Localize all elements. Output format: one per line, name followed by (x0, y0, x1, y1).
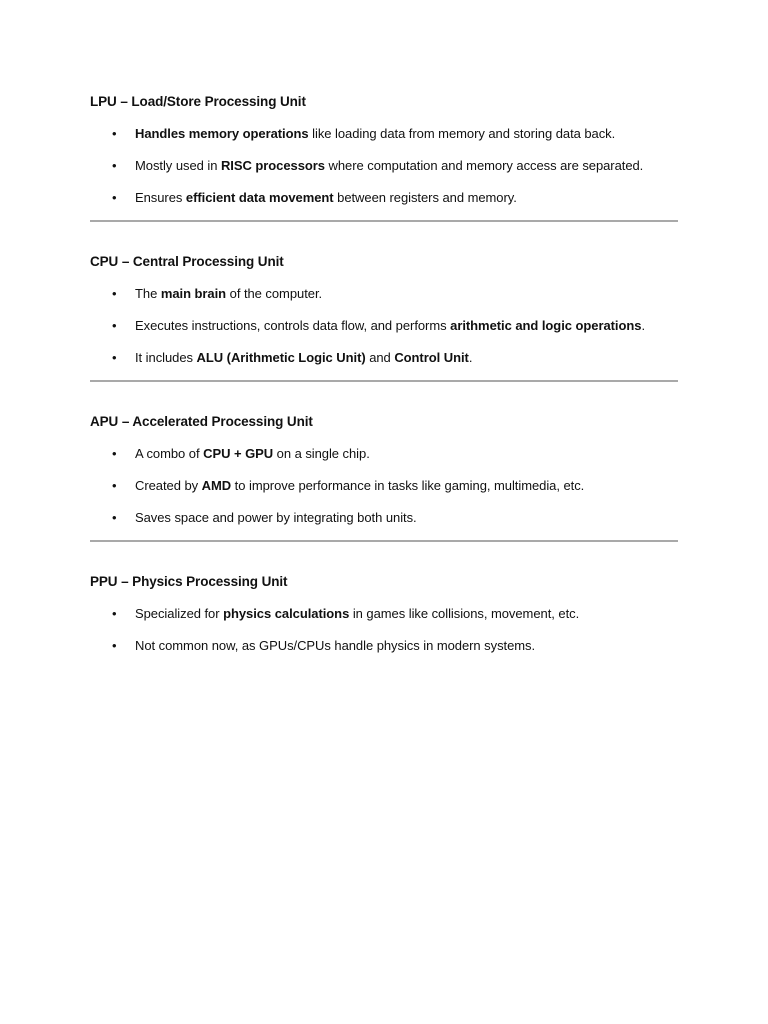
item-text: Not common now, as GPUs/CPUs handle physics in modern systems. (135, 638, 536, 653)
item-text: Specialized for (135, 606, 224, 621)
item-text: like loading data from memory and storing data back. (308, 126, 616, 141)
item-bold-text: Control Unit (394, 350, 469, 365)
item-bold-text: arithmetic and logic operations (450, 318, 642, 333)
section-cpu (90, 252, 678, 382)
item-bold-text: RISC processors (220, 158, 325, 173)
list-item (90, 636, 678, 656)
bullet-icon: • (112, 286, 117, 301)
item-text: Saves space and power by integrating both units. (135, 510, 417, 525)
list-item (90, 508, 678, 528)
bullet-icon: • (112, 478, 117, 493)
item-text: to improve performance in tasks like gaming, multimedia, etc. (231, 478, 585, 493)
item-text: Ensures (135, 190, 186, 205)
item-text: . (641, 318, 646, 333)
section-divider (90, 540, 678, 542)
list-item (90, 316, 678, 336)
item-text: on a single chip. (273, 446, 370, 461)
item-text: Mostly used in (135, 158, 221, 173)
bullet-icon: • (112, 638, 117, 653)
bullet-list (90, 604, 678, 656)
bullet-icon: • (112, 318, 117, 333)
list-item (90, 188, 678, 208)
bullet-list (90, 444, 678, 528)
item-text: The (135, 286, 161, 301)
item-text: Created by (135, 478, 202, 493)
bullet-icon: • (112, 350, 117, 365)
item-bold-text: physics calculations (223, 606, 350, 621)
list-item (90, 604, 678, 624)
section-lpu (90, 92, 678, 222)
bullet-icon: • (112, 158, 117, 173)
item-text: in games like collisions, movement, etc. (349, 606, 580, 621)
bullet-icon: • (112, 510, 117, 525)
item-bold-text: Handles memory operations (135, 126, 309, 141)
bullet-icon: • (112, 126, 117, 141)
list-item (90, 124, 678, 144)
bullet-icon: • (112, 446, 117, 461)
section-ppu (90, 572, 678, 656)
bullet-list (90, 284, 678, 368)
item-text: where computation and memory access are separated. (324, 158, 644, 173)
item-text: of the computer. (226, 286, 323, 301)
list-item (90, 476, 678, 496)
item-bold-text: AMD (201, 478, 232, 493)
item-text: . (468, 350, 473, 365)
section-heading: PPU – Physics Processing Unit (90, 574, 288, 589)
item-bold-text: CPU + GPU (203, 446, 274, 461)
section-heading: LPU – Load/Store Processing Unit (90, 94, 306, 109)
section-divider (90, 220, 678, 222)
item-text: It includes (135, 350, 197, 365)
list-item (90, 284, 678, 304)
list-item (90, 156, 678, 176)
item-bold-text: ALU (Arithmetic Logic Unit) (196, 350, 366, 365)
item-text: Executes instructions, controls data flow, and performs (135, 318, 451, 333)
section-heading: APU – Accelerated Processing Unit (90, 414, 313, 429)
bullet-icon: • (112, 190, 117, 205)
item-bold-text: main brain (160, 286, 227, 301)
list-item (90, 444, 678, 464)
item-bold-text: efficient data movement (185, 190, 334, 205)
bullet-list (90, 124, 678, 208)
item-text: A combo of (135, 446, 204, 461)
section-apu (90, 412, 678, 542)
item-text: and (365, 350, 395, 365)
document-page (90, 92, 678, 668)
section-divider (90, 380, 678, 382)
list-item (90, 348, 678, 368)
bullet-icon: • (112, 606, 117, 621)
section-heading: CPU – Central Processing Unit (90, 254, 284, 269)
item-text: between registers and memory. (333, 190, 517, 205)
